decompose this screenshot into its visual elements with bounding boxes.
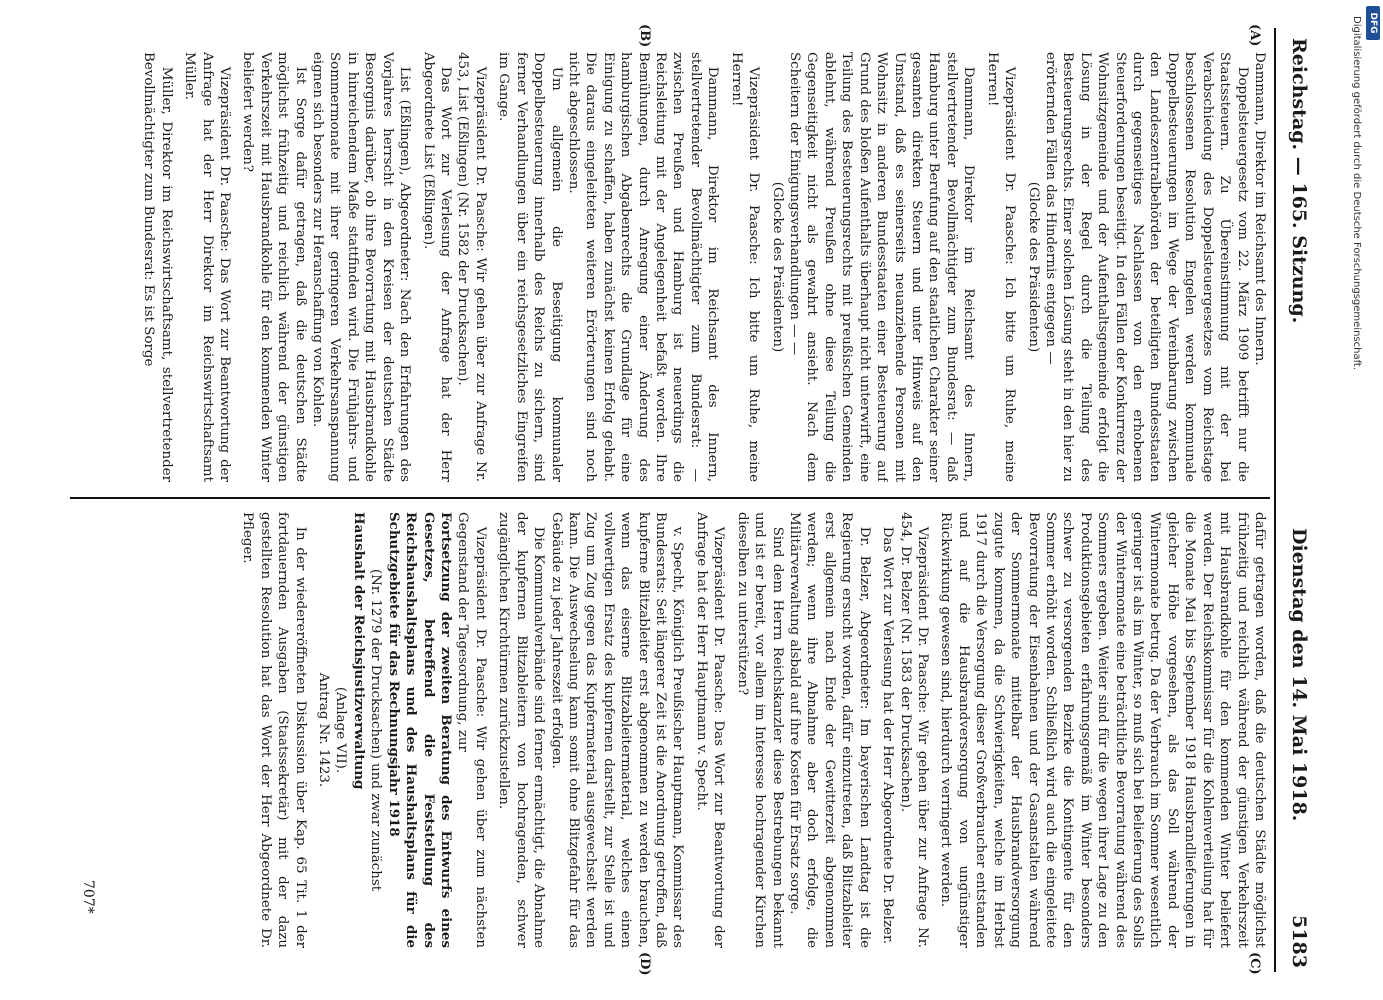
paragraph: Vizepräsident Dr. Paasche: Das Wort zur Beantwortung der Anfrage hat der Herr Direktor im Reichswirtschaftsamt Müller. bbox=[181, 52, 232, 482]
paragraph: dafür getragen worden, daß die deutschen Städte möglichst frühzeitig und reichlich während der günstigen Verkehrszeit mit Hausbrandkohle für den kommenden Winter beliefert werden. Der Reichskommissar für die Kohlenverteilung hat für die Monate Mai bis September 1918 Hausbrandlieferungen in gleicher Höhe vorgesehen, als das Soll während der Wintermonate betrug. Da der Verbrauch im Sommer wesentlich geringer ist als im Winter, so muß sich bei Belieferung des Solls der Wintermonate eine beträchtliche Bevorratung während des Sommers ergeben. Weiter sind für die wegen ihrer Lage zu den Produktionsgebieten erfahrungsgemäß im Winter besonders schwer zu versorgenden Bezirke die Kontingente für den Sommer erhöht worden. Schließlich wird auch die eingeleitete Bevorratung der Eisenbahnen und der Gasanstalten während der Sommermonate mittelbar der Hausbrandversorgung zugute kommen, da die Schwierigkeiten, welche im Herbst 1917 durch die Versorgung dieser Großverbraucher entstanden und auf die Hausbrandversorgung von ungünstiger Rückwirkung gewesen sind, hierdurch verringert werden. bbox=[937, 512, 1267, 948]
paragraph: Vizepräsident Dr. Paasche: Wir gehen über zum nächsten Gegenstand der Tagesordnung, zur bbox=[454, 512, 488, 948]
margin-marker-c: (C) bbox=[1246, 952, 1262, 975]
paragraph: Dr. Belzer, Abgeordneter: Im bayerischen Landtag ist die Regierung ersucht worden, dafür einzutreten, daß Blitzableiter erst allgemein nach Ende der Gewitterzeit abgenommen werden; wenn ihre Abnahme aber doch erfolge, die Militärverwaltung alsbald auf ihre Kosten für Ersatz sorge. bbox=[786, 512, 872, 948]
paragraph: Das Wort zur Verlesung der Anfrage hat der Herr Abgeordnete List (Eßlingen). bbox=[420, 52, 453, 482]
page-header bbox=[1274, 28, 1314, 972]
column-divider bbox=[70, 497, 1270, 499]
sheet-mark: 707* bbox=[79, 880, 96, 914]
margin-marker-a: (A) bbox=[1246, 24, 1262, 47]
paragraph: Vizepräsident Dr. Paasche: Wir gehen über zur Anfrage Nr. 453, List (Eßlingen) (Nr. 1582 der Drucksachen). bbox=[454, 52, 488, 482]
paragraph: v. Specht, Königlich Preußischer Hauptmann, Kommissar des Bundesrats: Seit längerer Zeit ist die Anordnung getroffen, daß kupferne Blitzableiter erst abgenommen zu werden brauchen, wenn das eiserne Blitzableitermaterial, welches einen vollwertigen Ersatz des kupfernen darstellt, zur Stelle ist und Zug um Zug gegen das Kupfermaterial ausgewechselt werden kann. Die Auswechselung kann somit ohne Blitzgefahr für das Gebäude zu jeder Jahreszeit erfolgen. bbox=[548, 512, 685, 948]
paragraph: Dammann, Direktor im Reichsamt des Innern. bbox=[1251, 52, 1267, 366]
margin-marker-b: (B) bbox=[636, 24, 652, 48]
paragraph: (Anlage VII). bbox=[332, 686, 348, 774]
digitization-note bbox=[1346, 16, 1362, 716]
paragraph: Sind dem Herrn Reichskanzler diese Bestrebungen bekannt und ist er bereit, vor allem im Interesse hochragender Kirchen dieselben zu unterstützen? bbox=[734, 512, 785, 948]
dfg-logo bbox=[1366, 6, 1380, 40]
paragraph: Vizepräsident Dr. Paasche: Wir gehen über zur Anfrage Nr. 454, Dr. Belzer (Nr. 1583 der Drucksachen). bbox=[897, 512, 930, 948]
paragraph: Antrag Nr. 1423. bbox=[315, 672, 331, 788]
header-date: Dienstag den 14. Mai 1918. bbox=[1287, 528, 1310, 822]
paragraph: Müller, Direktor im Reichswirtschaftsamt, stellvertretender Bevollmächtigter zum Bundesrat: Es ist Sorge bbox=[140, 52, 174, 482]
paragraph: Vizepräsident Dr. Paasche: Das Wort zur Beantwortung der Anfrage hat der Herr Hauptmann v. Specht. bbox=[693, 512, 726, 948]
paragraph: Haushalt der Reichsjustizverwaltung bbox=[350, 512, 367, 790]
paragraph: Fortsetzung der zweiten Beratung des Entwurfs eines Gesetzes, betreffend die Feststellung des Reichshaushaltsplans und des Haushaltsplans für die Schutzgebiete für das Rechnungsjahr 1918 bbox=[385, 512, 454, 948]
paragraph: Um allgemein die Beseitigung kommunaler Doppelbesteuerung innerhalb des Reichs zu sichern, sind ferner Verhandlungen über ein reichsgesetzliches Eingreifen im Gange. bbox=[495, 52, 564, 482]
right-text-column bbox=[68, 512, 1268, 948]
left-text-column bbox=[68, 52, 1268, 482]
header-rule bbox=[1274, 28, 1276, 972]
margin-marker-d: (D) bbox=[636, 952, 652, 976]
paragraph: (Glocke des Präsidenten) bbox=[769, 181, 785, 353]
paragraph: Vizepräsident Dr. Paasche: Ich bitte um Ruhe, meine Herren! bbox=[728, 52, 761, 482]
paragraph: List (Eßlingen), Abgeordneter: Nach den Erfahrungen des Vorjahres herrscht in den Kreisen der deutschen Städte Besorgnis darüber, ob ihre Bevorratung mit Hausbrandkohle in hinreichendem Maße stattfinden wird. Die Frühjahrs- und Sommermonate mit ihrer geringeren Verkehrsanspannung eignen sich besonders zur Heranschaffung von Kohlen. bbox=[309, 52, 412, 482]
paragraph: (Nr. 1279 der Drucksachen) und zwar zunächst bbox=[367, 568, 383, 892]
paragraph: In der wiedereröffneten Diskussion über Kap. 65 Tit. 1 der fortdauernden Ausgaben (Staatssekretär) mit der dazu gestellten Resolution hat das Wort der Herr Abgeordnete Dr. Pfleger. bbox=[239, 512, 308, 948]
paragraph: Ist Sorge dafür getragen, daß die deutschen Städte möglichst frühzeitig und reichlich während der günstigen Verkehrszeit mit Hausbrandkohle für den kommenden Winter beliefert werden? bbox=[239, 52, 308, 482]
dfg-logo-text: DFG bbox=[1368, 12, 1378, 34]
header-left-title: Reichstag. — 165. Sitzung. bbox=[1287, 38, 1310, 324]
paragraph: Das Wort zur Verlesung hat der Herr Abgeordnete Dr. Belzer. bbox=[879, 526, 895, 945]
paragraph: Vizepräsident Dr. Paasche: Ich bitte um Ruhe, meine Herren! bbox=[984, 52, 1017, 482]
digitization-note-text: Digitalisierung gefördert durch die Deutsche Forschungsgemeinschaft. bbox=[1351, 16, 1362, 371]
paragraph: Die Kommunalverbände sind ferner ermächtigt, die Abnahme der kupfernen Blitzableitern von hochragenden, schwer zugänglichen Kirchtürmen zurückzustellen. bbox=[495, 512, 546, 948]
paragraph: Dammann, Direktor im Reichsamt des Innern, stellvertretender Bevollmächtigter zum Bundesrat: — zwischen Preußen und Hamburg ist neuerdings die Reichsleitung mit der Angelegenheit befaßt worden. Ihre Bemühungen, durch Anregung einer Änderung des hamburgischen Abgabenrechts die Grundlage für eine Einigung zu schaffen, haben zunächst keinen Erfolg gehabt. Die daraus eingeleiteten weiteren Erörterungen sind noch nicht abgeschlossen. bbox=[565, 52, 720, 482]
page-number: 5183 bbox=[1287, 915, 1310, 968]
paragraph: Dammann, Direktor im Reichsamt des Innern, stellvertretender Bevollmächtigter zum Bundesrat: — daß Hamburg unter Berufung auf den staatlichen Charakter seiner gesamten direkten Steuern und unter Hinweis auf den Umstand, daß es seinerseits neuanziehende Personen mit Wohnsitz in anderen Bundesstaaten einer Besteuerung auf Grund des bloßen Aufenthalts überhaupt nicht unterwirft, eine Teilung des Besteuerungsrechts mit preußischen Gemeinden ablehnt, während Preußen ohne diese Teilung die Gegenseitigkeit nicht als gewahrt ansieht. Nach dem Scheitern der Einigungsverhandlungen — — bbox=[786, 52, 976, 482]
paragraph: (Glocke des Präsidenten) bbox=[1025, 181, 1041, 353]
rotated-page bbox=[52, 0, 1332, 1000]
paragraph: Doppelsteuergesetz vom 22. März 1909 betrifft nur die Staatssteuern. Zu Übereinstimmung mit der bei Verabschiedung des Doppelsteuergesetzes vom Reichstage beschlossenen Resolution Engelen werden kommunale Doppelbesteuerungen im Wege der Vereinbarung zwischen den Landeszentralbehörden der beteiligten Bundesstaaten durch gegenseitiges Nachlassen von den erhobenen Steuerforderungen beseitigt. In den Fällen der Konkurrenz der Wohnsitzgemeinde und der Aufenthaltsgemeinde erfolgt die Lösung in der Regel durch die Teilung des Besteuerungsrechts. Einer solchen Lösung steht in den hier zu erörternden Fällen das Hindernis entgegen — bbox=[1042, 52, 1250, 482]
